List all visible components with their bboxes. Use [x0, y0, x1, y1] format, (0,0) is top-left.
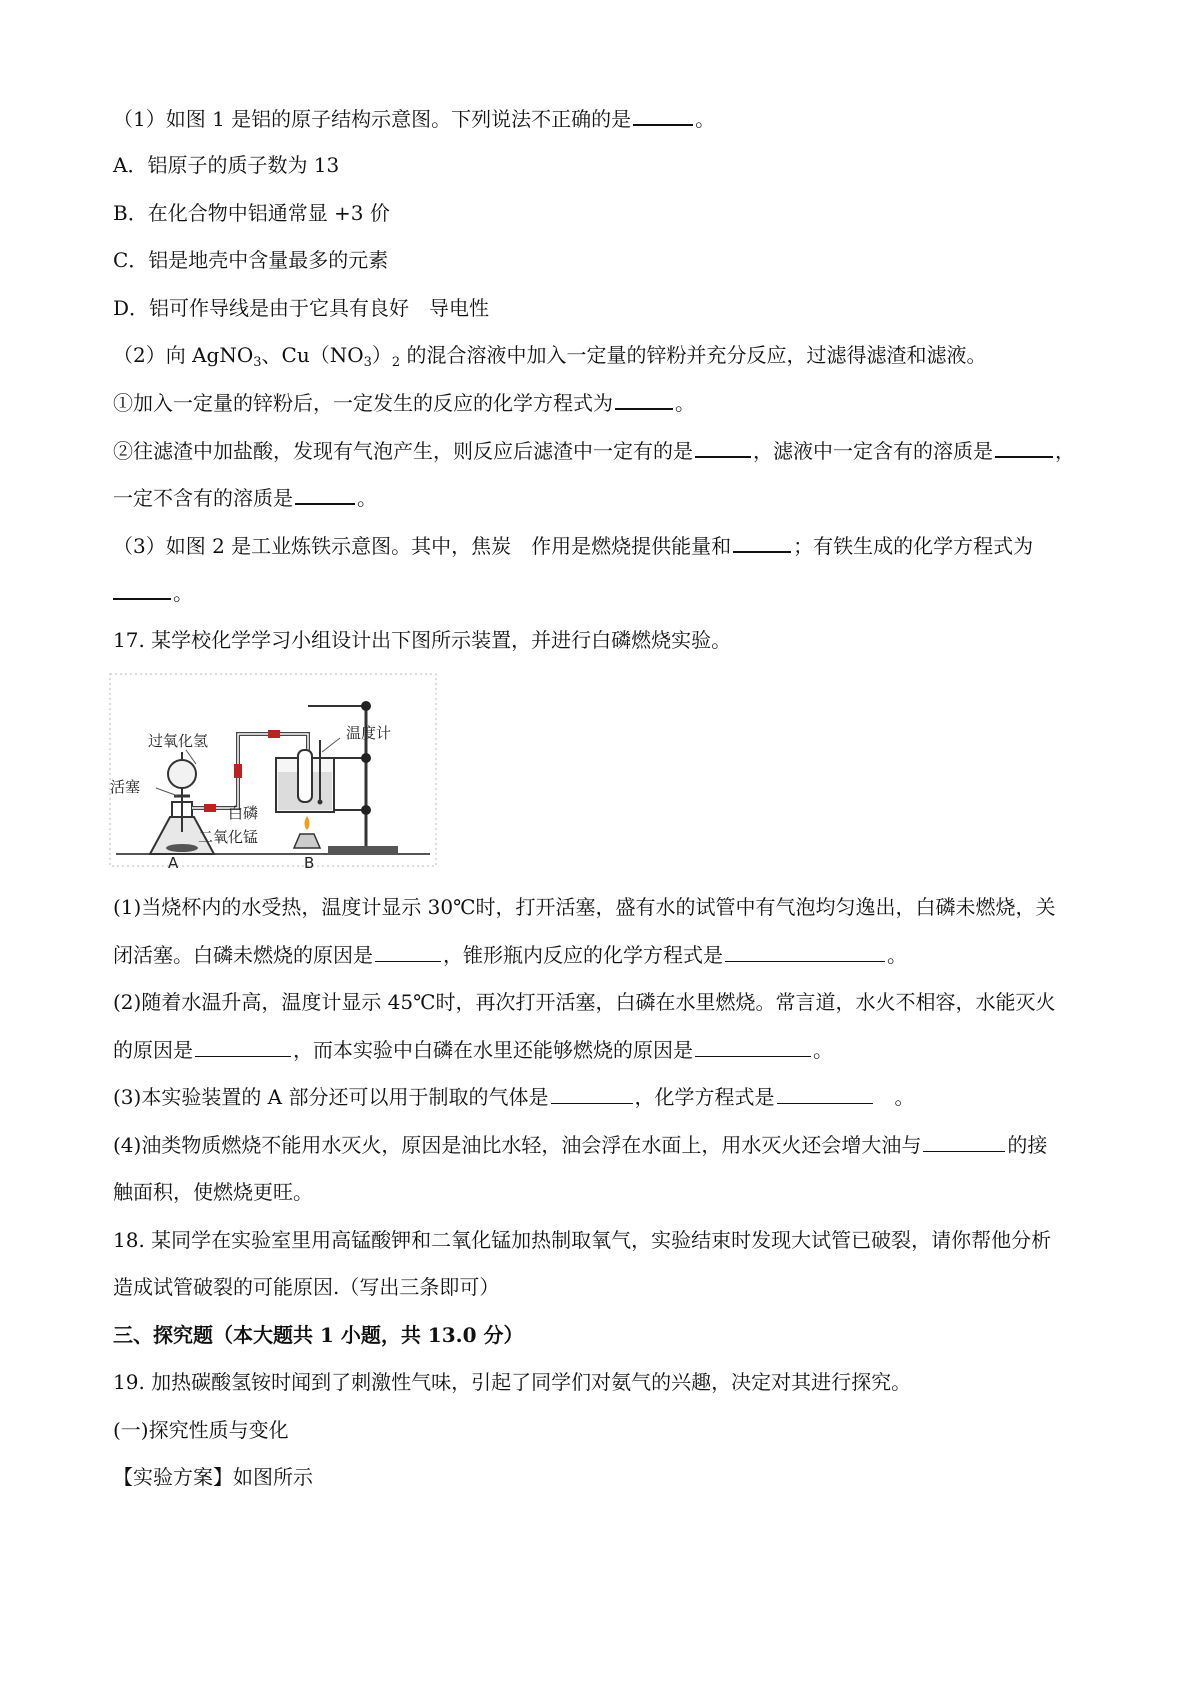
answer-blank[interactable] — [375, 941, 441, 962]
experiment-apparatus-figure — [108, 672, 438, 868]
q16-part3-cont: 。 — [113, 578, 193, 607]
option-d: D．铝可作导线是由于它具有良好 导电性 — [113, 296, 490, 320]
answer-blank[interactable] — [551, 1083, 633, 1104]
label-stopcock: 活塞 — [110, 778, 141, 796]
q17-stem: 17. 某学校化学学习小组设计出下图所示装置，并进行白磷燃烧实验。 — [113, 628, 732, 652]
q17-sub1-line2: 闭活塞。白磷未燃烧的原因是 ，锥形瓶内反应的化学方程式是 。 — [113, 943, 907, 967]
answer-blank[interactable] — [995, 436, 1053, 458]
answer-blank[interactable] — [733, 531, 791, 553]
answer-blank[interactable] — [695, 436, 751, 458]
answer-blank[interactable] — [615, 388, 673, 410]
q17-sub2-line2: 的原因是 ，而本实验中白磷在水里还能够燃烧的原因是 。 — [113, 1038, 833, 1062]
label-manganese-dioxide: 二氧化锰 — [198, 828, 259, 846]
answer-blank[interactable] — [695, 1036, 811, 1057]
option-a: A．铝原子的质子数为 13 — [113, 153, 340, 177]
alcohol-lamp — [294, 834, 320, 848]
separatory-funnel — [168, 760, 196, 788]
thermometer-bulb — [318, 800, 323, 805]
rubber-joint — [234, 764, 242, 778]
q17-sub3: (3)本实验装置的 A 部分还可以用于制取的气体是 ，化学方程式是 。 — [113, 1085, 915, 1109]
q16-part2: （2）向 AgNO$_3$、$Cu(NO_3)_2$ 的混合溶液中加入一定量的锌粉并充分反应，过滤得滤渣和滤液。 — [113, 343, 987, 370]
q18-line1: 18. 某同学在实验室里用高锰酸钾和二氧化锰加热制取氧气，实验结束时发现大试管已破裂，请你帮他分析 — [113, 1228, 1052, 1252]
option-c: C．铝是地壳中含量最多的元素 — [113, 248, 389, 272]
answer-blank[interactable] — [923, 1131, 1005, 1152]
q18-line2: 造成试管破裂的可能原因.（写出三条即可） — [113, 1275, 500, 1299]
apparatus-diagram — [108, 672, 438, 868]
q19-plan: 【实验方案】如图所示 — [113, 1465, 313, 1489]
q17-sub4-line1: (4)油类物质燃烧不能用水灭火，原因是油比水轻，油会浮在水面上，用水灭火还会增大油与 的接 — [113, 1133, 1048, 1157]
label-a: A — [168, 854, 179, 868]
label-hydrogen-peroxide: 过氧化氢 — [148, 732, 209, 750]
q19-stem: 19. 加热碳酸氢铵时闻到了刺激性气味，引起了同学们对氨气的兴趣，决定对其进行探究。 — [113, 1370, 912, 1394]
q17-sub4-line2: 触面积，使燃烧更旺。 — [113, 1180, 313, 1204]
rubber-joint — [268, 730, 280, 738]
answer-blank[interactable] — [725, 941, 885, 962]
test-tube — [298, 750, 312, 802]
q17-sub2-line1: (2)随着水温升高，温度计显示 45℃时，再次打开活塞，白磷在水里燃烧。常言道，水火不相容，水能灭火 — [113, 990, 1056, 1014]
leader-line — [156, 788, 178, 796]
q16-part2-2-cont: 一定不含有的溶质是 。 — [113, 483, 377, 512]
manganese-dioxide — [166, 844, 198, 852]
q19-part1: (一)探究性质与变化 — [113, 1418, 289, 1442]
label-thermometer: 温度计 — [346, 724, 392, 742]
answer-blank[interactable] — [295, 483, 355, 505]
q16-part2-2: ②往滤渣中加盐酸，发现有气泡产生，则反应后滤渣中一定有的是 ，滤液中一定含有的溶质是 ， — [113, 436, 1075, 465]
rubber-joint — [204, 804, 216, 812]
flame — [305, 816, 310, 830]
clamp-knob — [361, 805, 371, 815]
q16-part3: （3）如图 2 是工业炼铁示意图。其中，焦炭 作用是燃烧提供能量和 ；有铁生成的化学方程式为 — [113, 531, 1033, 560]
answer-blank[interactable] — [633, 104, 693, 126]
answer-blank[interactable] — [113, 578, 171, 600]
answer-blank[interactable] — [195, 1036, 291, 1057]
label-white-phosphorus: 白磷 — [228, 804, 259, 822]
clamp-knob — [361, 701, 371, 711]
label-b: B — [304, 854, 315, 868]
q17-sub1-line1: (1)当烧杯内的水受热，温度计显示 30℃时，打开活塞，盛有水的试管中有气泡均匀逸出，白磷未燃烧，关 — [113, 895, 1056, 919]
section-heading: 三、探究题（本大题共 1 小题，共 13.0 分） — [113, 1323, 524, 1347]
iron-stand-base — [328, 846, 398, 854]
option-b: B．在化合物中铝通常显 +3 价 — [113, 201, 390, 225]
q16-part2-1: ①加入一定量的锌粉后，一定发生的反应的化学方程式为 。 — [113, 388, 695, 417]
leader-line — [322, 738, 340, 752]
q16-part1: （1）如图 1 是铝的原子结构示意图。下列说法不正确的是 。 — [113, 104, 715, 133]
clamp-knob — [361, 753, 371, 763]
answer-blank[interactable] — [777, 1083, 873, 1104]
